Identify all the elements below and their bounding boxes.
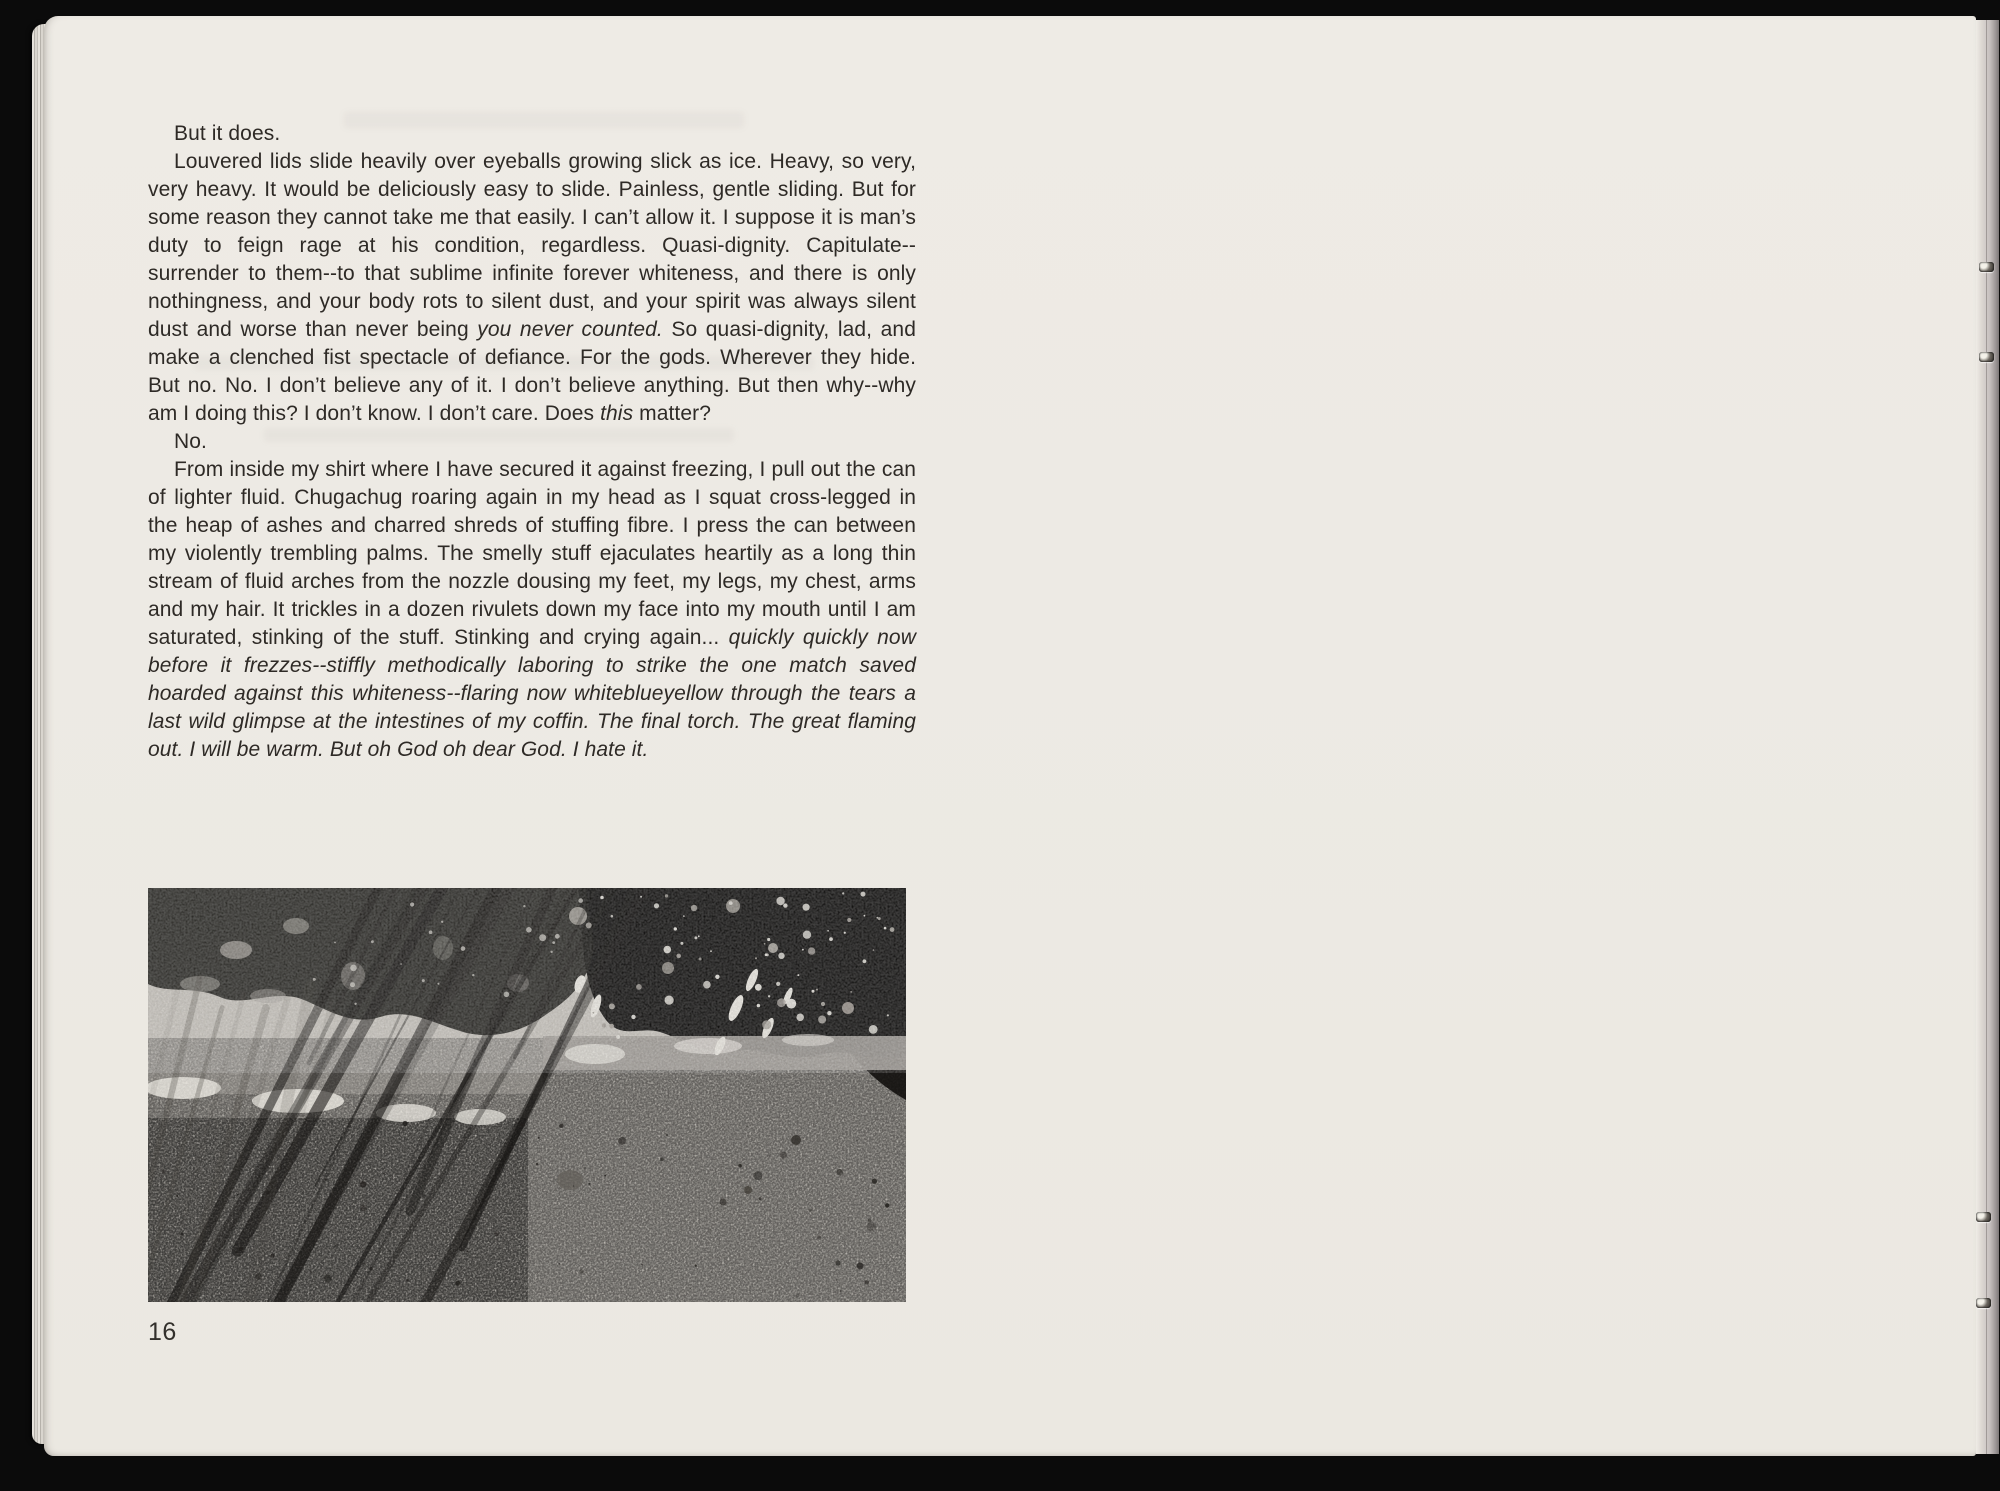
paragraph <box>148 148 916 428</box>
paragraph <box>148 120 916 148</box>
text-segment: Louvered lids slide heavily over eyeballs growing slick as ice. Heavy, so very, very heavy. It would be deliciously easy to slide. Painless, gentle sliding. But for some reason they cannot take me that easily. I can’t allow it. I suppose it is man’s duty to feign rage at his condition, regardless. Quasi-dignity. Capitulate--surrender to them--to that sublime infinite forever whiteness, and there is only nothingness, and your body rots to silent dust, and your spirit was always silent dust and worse than never being <box>148 150 916 341</box>
binding-staple-mark <box>1979 262 1994 272</box>
right-page-edge <box>1976 20 1999 1454</box>
text-segment: matter? <box>633 402 712 425</box>
text-segment: No. <box>174 430 207 453</box>
text-segment: So quasi-dignity, lad, and make a clenched fist spectacle of defiance. For the gods. Wherever they hide. But no. No. I don’t believe any of it. I don’t believe anything. But then why--why am I doing this? I don’t know. I don’t care. Does <box>148 318 916 425</box>
italic-text-segment: quickly quickly now before it frezzes--stiffly methodically laboring to strike the one match saved hoarded against this whiteness--flaring now whiteblueyellow through the tears a last wild glimpse at the intestines of my coffin. The final torch. The great flaming out. I will be warm. But oh God oh dear God. I hate it. <box>148 626 916 761</box>
abstract-ink-splatter-graphic <box>148 888 906 1302</box>
book-page <box>44 16 1976 1456</box>
text-segment: From inside my shirt where I have secured it against freezing, I pull out the can of lighter fluid. Chugachug roaring again in my head as I squat cross-legged in the heap of ashes and charred shreds of stuffing fibre. I press the can between my violently trembling palms. The smelly stuff ejaculates heartily as a long thin stream of fluid arches from the nozzle dousing my feet, my legs, my chest, arms and my hair. It trickles in a dozen rivulets down my face into my mouth until I am saturated, stinking of the stuff. Stinking and crying again... <box>148 458 916 649</box>
text-segment: But it does. <box>174 122 281 145</box>
italic-text-segment: you never counted. <box>477 318 663 341</box>
binding-staple-mark <box>1976 1212 1991 1222</box>
binding-staple-mark <box>1979 352 1994 362</box>
page-number: 16 <box>148 1318 177 1346</box>
abstract-artwork-image <box>148 888 906 1302</box>
binding-staple-mark <box>1976 1298 1991 1308</box>
paragraph <box>148 428 916 456</box>
paragraph <box>148 456 916 764</box>
right-page-edge-line <box>1986 20 1987 1454</box>
body-text <box>148 120 916 764</box>
italic-text-segment: this <box>600 402 634 425</box>
